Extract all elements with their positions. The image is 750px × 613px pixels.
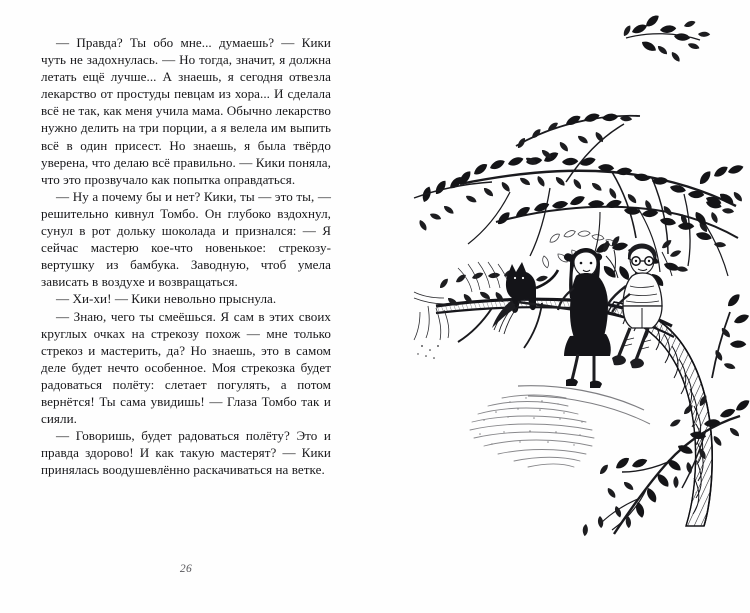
lower-branch xyxy=(581,394,750,536)
paragraph: — Правда? Ты обо мне... думаешь? — Кики чуть не задохнулась. — Но тогда, значит, я должна летать ещё лучше... А знаешь, я сегодня отвезла лекарство от простуды певцам из хора... И сделала всё не так, как меня учила мама. Обычно лекарство нужно делить на три порции, а я велела им выпить всё в один присест. Но знаешь, я была твёрдо уверена, что делаю всё правильно. — Кики поняла, что это прозвучало как попытка оправдаться. xyxy=(41,35,331,187)
wisp-dots xyxy=(417,345,439,359)
paragraph: — Хи-хи! — Кики невольно прыснула. xyxy=(56,291,277,307)
ground-shading xyxy=(470,386,650,467)
page-number: 26 xyxy=(179,563,193,575)
paragraph: — Говоришь, будет радоваться полёту? Это и правда здорово! И как такую мастерят? — Кики принялась воодушевлённо раскачиваться на ветке. xyxy=(41,428,331,478)
paragraph: — Знаю, чего ты смеёшься. Я сам в этих своих круглых очках на стрекозу похож — мне только стрекоз и мастерить, да? Но знаешь, это в самом деле будет нечто особенное. Моя стрекозка будет радоваться полёту: слетает погулять, а потом вернётся! Ты сама увидишь! — Глаза Томбо так и сияли. xyxy=(41,308,331,427)
boy-figure xyxy=(608,244,662,369)
paragraph: — Ну а почему бы и нет? Кики, ты — это ты, — решительно кивнул Томбо. Он глубоко вздохнул, сунул в рот дольку шоколада и признался: — Я сейчас мастерю кое-что новенькое: стрекозу-вертушку из бамбука. Заводную, чтоб умела зависать в воздухе и возвращаться. xyxy=(41,188,331,290)
tree-trunk xyxy=(608,302,712,526)
right-branch xyxy=(712,293,750,378)
hanging-wisps xyxy=(414,292,449,340)
girl-figure xyxy=(558,248,611,388)
text-column xyxy=(41,34,331,478)
illustration xyxy=(400,6,750,606)
